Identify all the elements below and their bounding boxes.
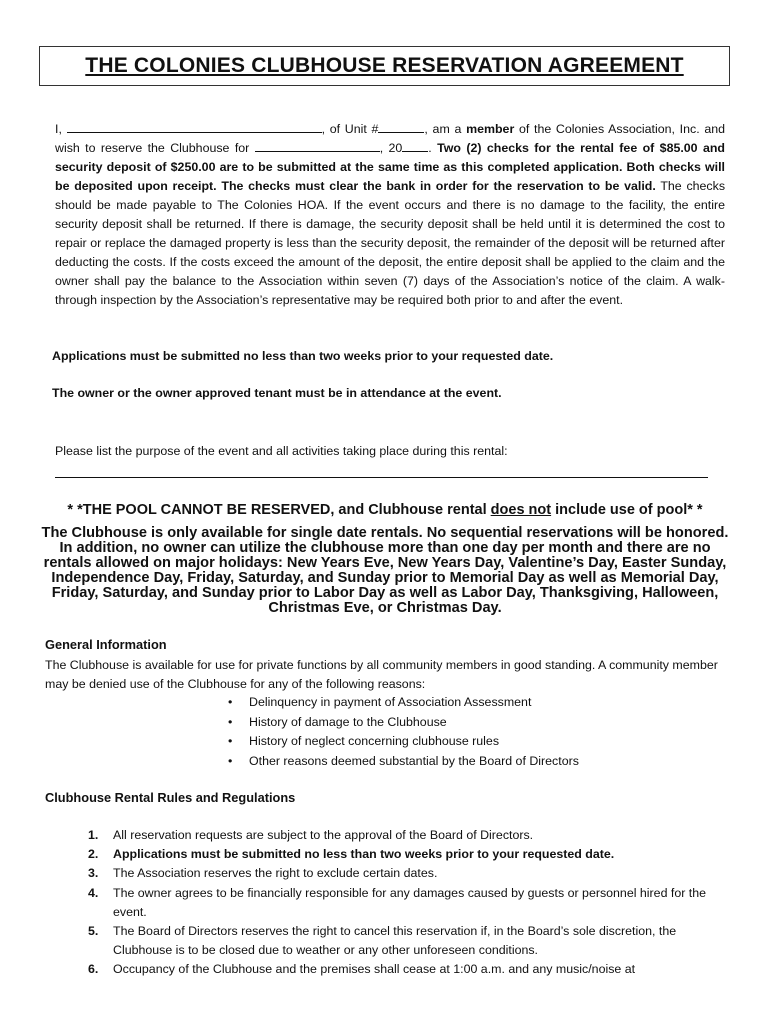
list-item: [88, 960, 728, 979]
list-item: • Delinquency in payment of Association Assessment: [228, 693, 579, 713]
pool-notice-emphasis: does not: [490, 502, 552, 518]
intro-assoc: of the Colonies Association, Inc. and wish to reserve the Clubhouse for: [55, 122, 726, 155]
intro-member: member: [466, 122, 515, 136]
list-item: • History of neglect concerning clubhouse rules: [228, 732, 579, 752]
intro-period: .: [428, 141, 438, 155]
list-item: [88, 922, 728, 960]
pool-notice-suffix: include use of pool* *: [551, 502, 703, 518]
attendance-statement: The owner or the owner approved tenant must be in attendance at the event.: [52, 386, 502, 400]
list-item: [88, 864, 728, 883]
pool-notice: [0, 502, 770, 518]
pool-notice-prefix: * *THE POOL CANNOT BE RESERVED, and Clubhouse rental: [67, 502, 491, 518]
rule-text: Applications must be submitted no less than two weeks prior to your requested date.: [113, 847, 615, 862]
rules-list: [88, 826, 728, 980]
unit-field[interactable]: [378, 121, 424, 133]
intro-am-a: , am a: [424, 122, 467, 136]
checks-requirement: Two (2) checks for the rental fee of $85.00 and security deposit of $250.00 are to be submitted at the same time as this completed application. Both checks will be deposited upon receipt. The checks must clear the bank in order for the reservation to be valid.: [55, 141, 725, 193]
year-field[interactable]: [402, 140, 428, 152]
page-title: THE COLONIES CLUBHOUSE RESERVATION AGREEMENT: [85, 54, 684, 77]
purpose-field[interactable]: [55, 477, 708, 478]
rule-text: The Association reserves the right to exclude certain dates.: [113, 866, 438, 881]
general-info-text: The Clubhouse is available for use for private functions by all community members in good standing. A community member may be denied use of the Clubhouse for any of the following reasons:: [45, 658, 718, 691]
rules-heading: Clubhouse Rental Rules and Regulations: [45, 790, 296, 805]
rule-number: 1.: [88, 828, 99, 842]
single-date-notice: The Clubhouse is only available for single date rentals. No sequential reservations will be honored. In addition, no owner can utilize the clubhouse more than one day per month and there are no rentals allowed on major holidays: New Years Eve, New Years Day, Valentine’s Day, Easter Sunday, Independence Day, Friday, Saturday, and Sunday prior to Memorial Day as well as Memorial Day, Friday, Saturday, and Sunday prior to Labor Day as well as Labor Day, Thanksgiving, Halloween, Christmas Eve, or Christmas Day.: [41, 525, 729, 616]
name-field[interactable]: [67, 121, 322, 133]
intro-unit: , of Unit #: [321, 122, 379, 136]
list-item: [88, 845, 728, 864]
list-item: [88, 884, 728, 922]
date-field[interactable]: [255, 140, 380, 152]
rule-number: 4.: [88, 885, 99, 900]
rule-text: Occupancy of the Clubhouse and the premises shall cease at 1:00 a.m. and any music/noise at: [113, 962, 636, 977]
rule-number: 2.: [88, 847, 99, 862]
title-box: [39, 46, 730, 86]
intro-i: I,: [55, 122, 62, 136]
purpose-label: Please list the purpose of the event and all activities taking place during this rental:: [55, 444, 508, 458]
intro-comma-20: , 20: [379, 141, 403, 155]
rule-number: 5.: [88, 924, 99, 939]
list-item: • History of damage to the Clubhouse: [228, 713, 579, 733]
agreement-paragraph: [55, 120, 725, 310]
rule-number: 3.: [88, 866, 99, 881]
list-item: • Other reasons deemed substantial by the Board of Directors: [228, 752, 579, 772]
general-info-heading: General Information: [45, 637, 167, 652]
two-weeks-statement: Applications must be submitted no less than two weeks prior to your requested date.: [52, 349, 554, 363]
deposit-terms: The checks should be made payable to The Colonies HOA. If the event occurs and there is no damage to the facility, the entire security deposit shall be returned. If there is damage, the security deposit shall be held until it is determined the cost to repair or replace the damaged property is less than the security deposit, the remainder of the deposit will be returned after deducting the costs. If the costs exceed the amount of the deposit, the entire deposit shall be applied to the claim and the owner shall pay the balance to the Association within seven (7) days of the Association’s notice of the claim. A walk-through inspection by the Association’s representative may be required both prior to and after the event.: [55, 179, 726, 307]
rule-text: All reservation requests are subject to the approval of the Board of Directors.: [113, 828, 534, 842]
denial-reasons-list: [228, 693, 579, 771]
list-item: [88, 826, 728, 845]
rule-text: The owner agrees to be financially responsible for any damages caused by guests or personnel hired for the event.: [113, 885, 707, 919]
rule-number: 6.: [88, 962, 99, 977]
rule-text: The Board of Directors reserves the right to cancel this reservation if, in the Board’s sole discretion, the Clubhouse is to be closed due to weather or any other unforeseen conditions.: [113, 924, 677, 958]
